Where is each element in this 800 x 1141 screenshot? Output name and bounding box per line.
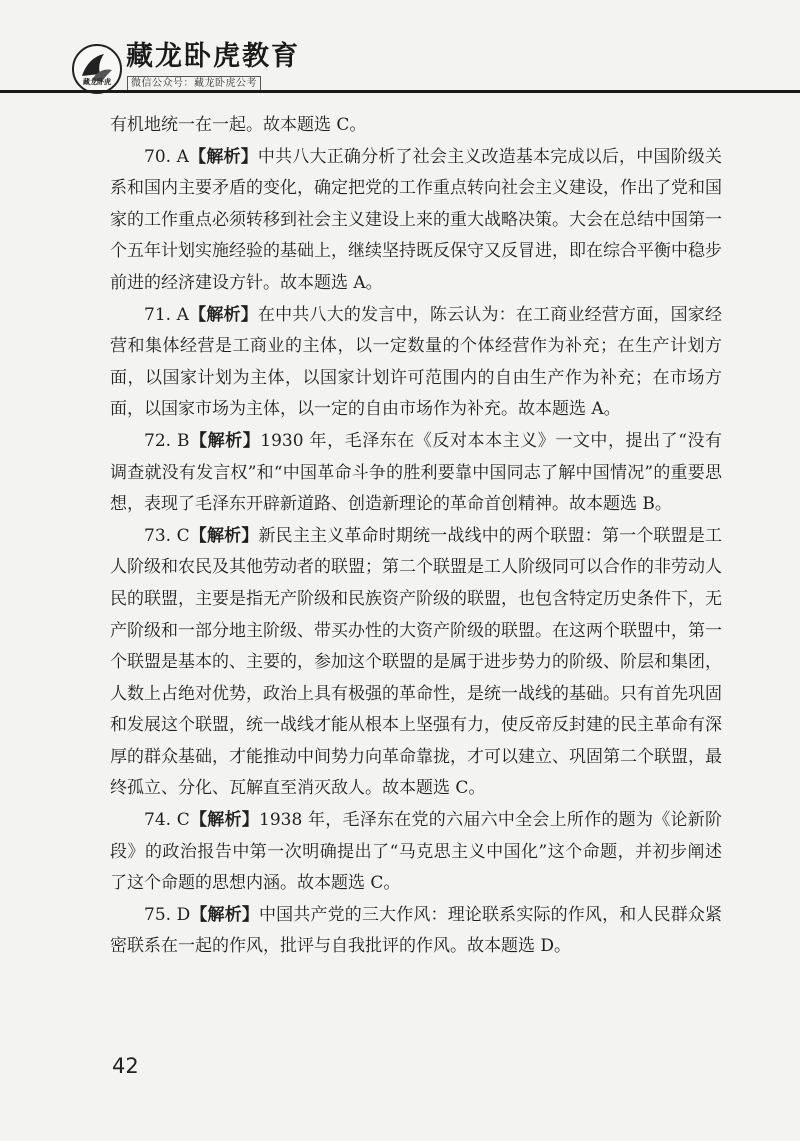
answer-text: 中国共产党的三大作风：理论联系实际的作风，和人民群众紧密联系在一起的作风，批评与自我批评的作风。故本题选 D。 <box>110 904 723 957</box>
answer-number: 74. C <box>144 810 190 831</box>
page-number: 42 <box>112 1054 139 1078</box>
answer-70 <box>110 142 722 300</box>
answer-number: 73. C <box>144 525 190 546</box>
answer-text: 1938 年，毛泽东在党的六届六中全会上所作的题为《论新阶段》的政治报告中第一次明确提出了“马克思主义中国化”这个命题，并初步阐述了这个命题的思想内涵。故本题选 C。 <box>110 810 722 894</box>
paragraph-continuation <box>110 110 722 142</box>
answer-explanations <box>110 110 722 963</box>
analysis-tag: 【解析】 <box>189 525 259 546</box>
analysis-tag: 【解析】 <box>190 904 260 925</box>
answer-number: 75. D <box>144 904 191 925</box>
answer-number: 71. A <box>144 304 189 325</box>
answer-text: 新民主主义革命时期统一战线中的两个联盟：第一个联盟是工人阶级和农民及其他劳动者的联盟；第二个联盟是工人阶级同可以合作的非劳动人民的联盟，主要是指无产阶级和民族资产阶级的联盟，也包含特定历史条件下，无产阶级和一部分地主阶级、带买办性的大资产阶级的联盟。在这两个联盟中，第一个联盟是基本的、主要的，参加这个联盟的是属于进步势力的阶级、阶层和集团，人数上占绝对优势，政治上具有极强的革命性，是统一战线的基础。只有首先巩固和发展这个联盟，统一战线才能从根本上坚强有力，使反帝反封建的民主革命有深厚的群众基础，才能推动中间势力向革命靠拢，才可以建立、巩固第二个联盟，最终孤立、分化、瓦解直至消灭敌人。故本题选 C。 <box>110 525 723 799</box>
answer-text: 1930 年，毛泽东在《反对本本主义》一文中，提出了“没有调查就没有发言权”和“中国革命斗争的胜利要靠中国同志了解中国情况”的重要思想，表现了毛泽东开辟新道路、创造新理论的革命首创精神。故本题选 B。 <box>110 430 723 515</box>
page-header <box>0 0 800 96</box>
answer-74 <box>110 805 722 900</box>
dragon-tiger-logo-icon <box>72 44 122 94</box>
header-divider <box>0 90 800 93</box>
analysis-tag: 【解析】 <box>188 304 258 325</box>
logo-text: 藏龙卧虎 <box>83 78 111 86</box>
paragraph-text: 有机地统一在一起。故本题选 C。 <box>110 115 367 135</box>
answer-text: 中共八大正确分析了社会主义改造基本完成以后，中国阶级关系和国内主要矛盾的变化，确定把党的工作重点转向社会主义建设，作出了党和国家的工作重点必须转移到社会主义建设上来的重大战略决策。大会在总结中国第一个五年计划实施经验的基础上，继续坚持既反保守又反冒进，即在综合平衡中稳步前进的经济建设方针。故本题选 A。 <box>110 146 723 293</box>
answer-72 <box>110 426 722 521</box>
analysis-tag: 【解析】 <box>188 146 258 167</box>
answer-73 <box>110 521 722 805</box>
answer-71 <box>110 300 722 426</box>
brand-subtitle: 微信公众号：藏龙卧虎公考 <box>127 76 261 91</box>
analysis-tag: 【解析】 <box>189 430 261 451</box>
brand-title: 藏龙卧虎教育 <box>126 41 300 72</box>
answer-75 <box>110 900 722 963</box>
answer-number: 72. B <box>144 430 190 451</box>
analysis-tag: 【解析】 <box>189 810 260 831</box>
answer-number: 70. A <box>144 146 189 167</box>
answer-text: 在中共八大的发言中，陈云认为：在工商业经营方面，国家经营和集体经营是工商业的主体，以一定数量的个体经营作为补充；在生产计划方面，以国家计划为主体，以国家计划许可范围内的自由生产作为补充；在市场方面，以国家市场为主体，以一定的自由市场作为补充。故本题选 A。 <box>110 304 723 420</box>
